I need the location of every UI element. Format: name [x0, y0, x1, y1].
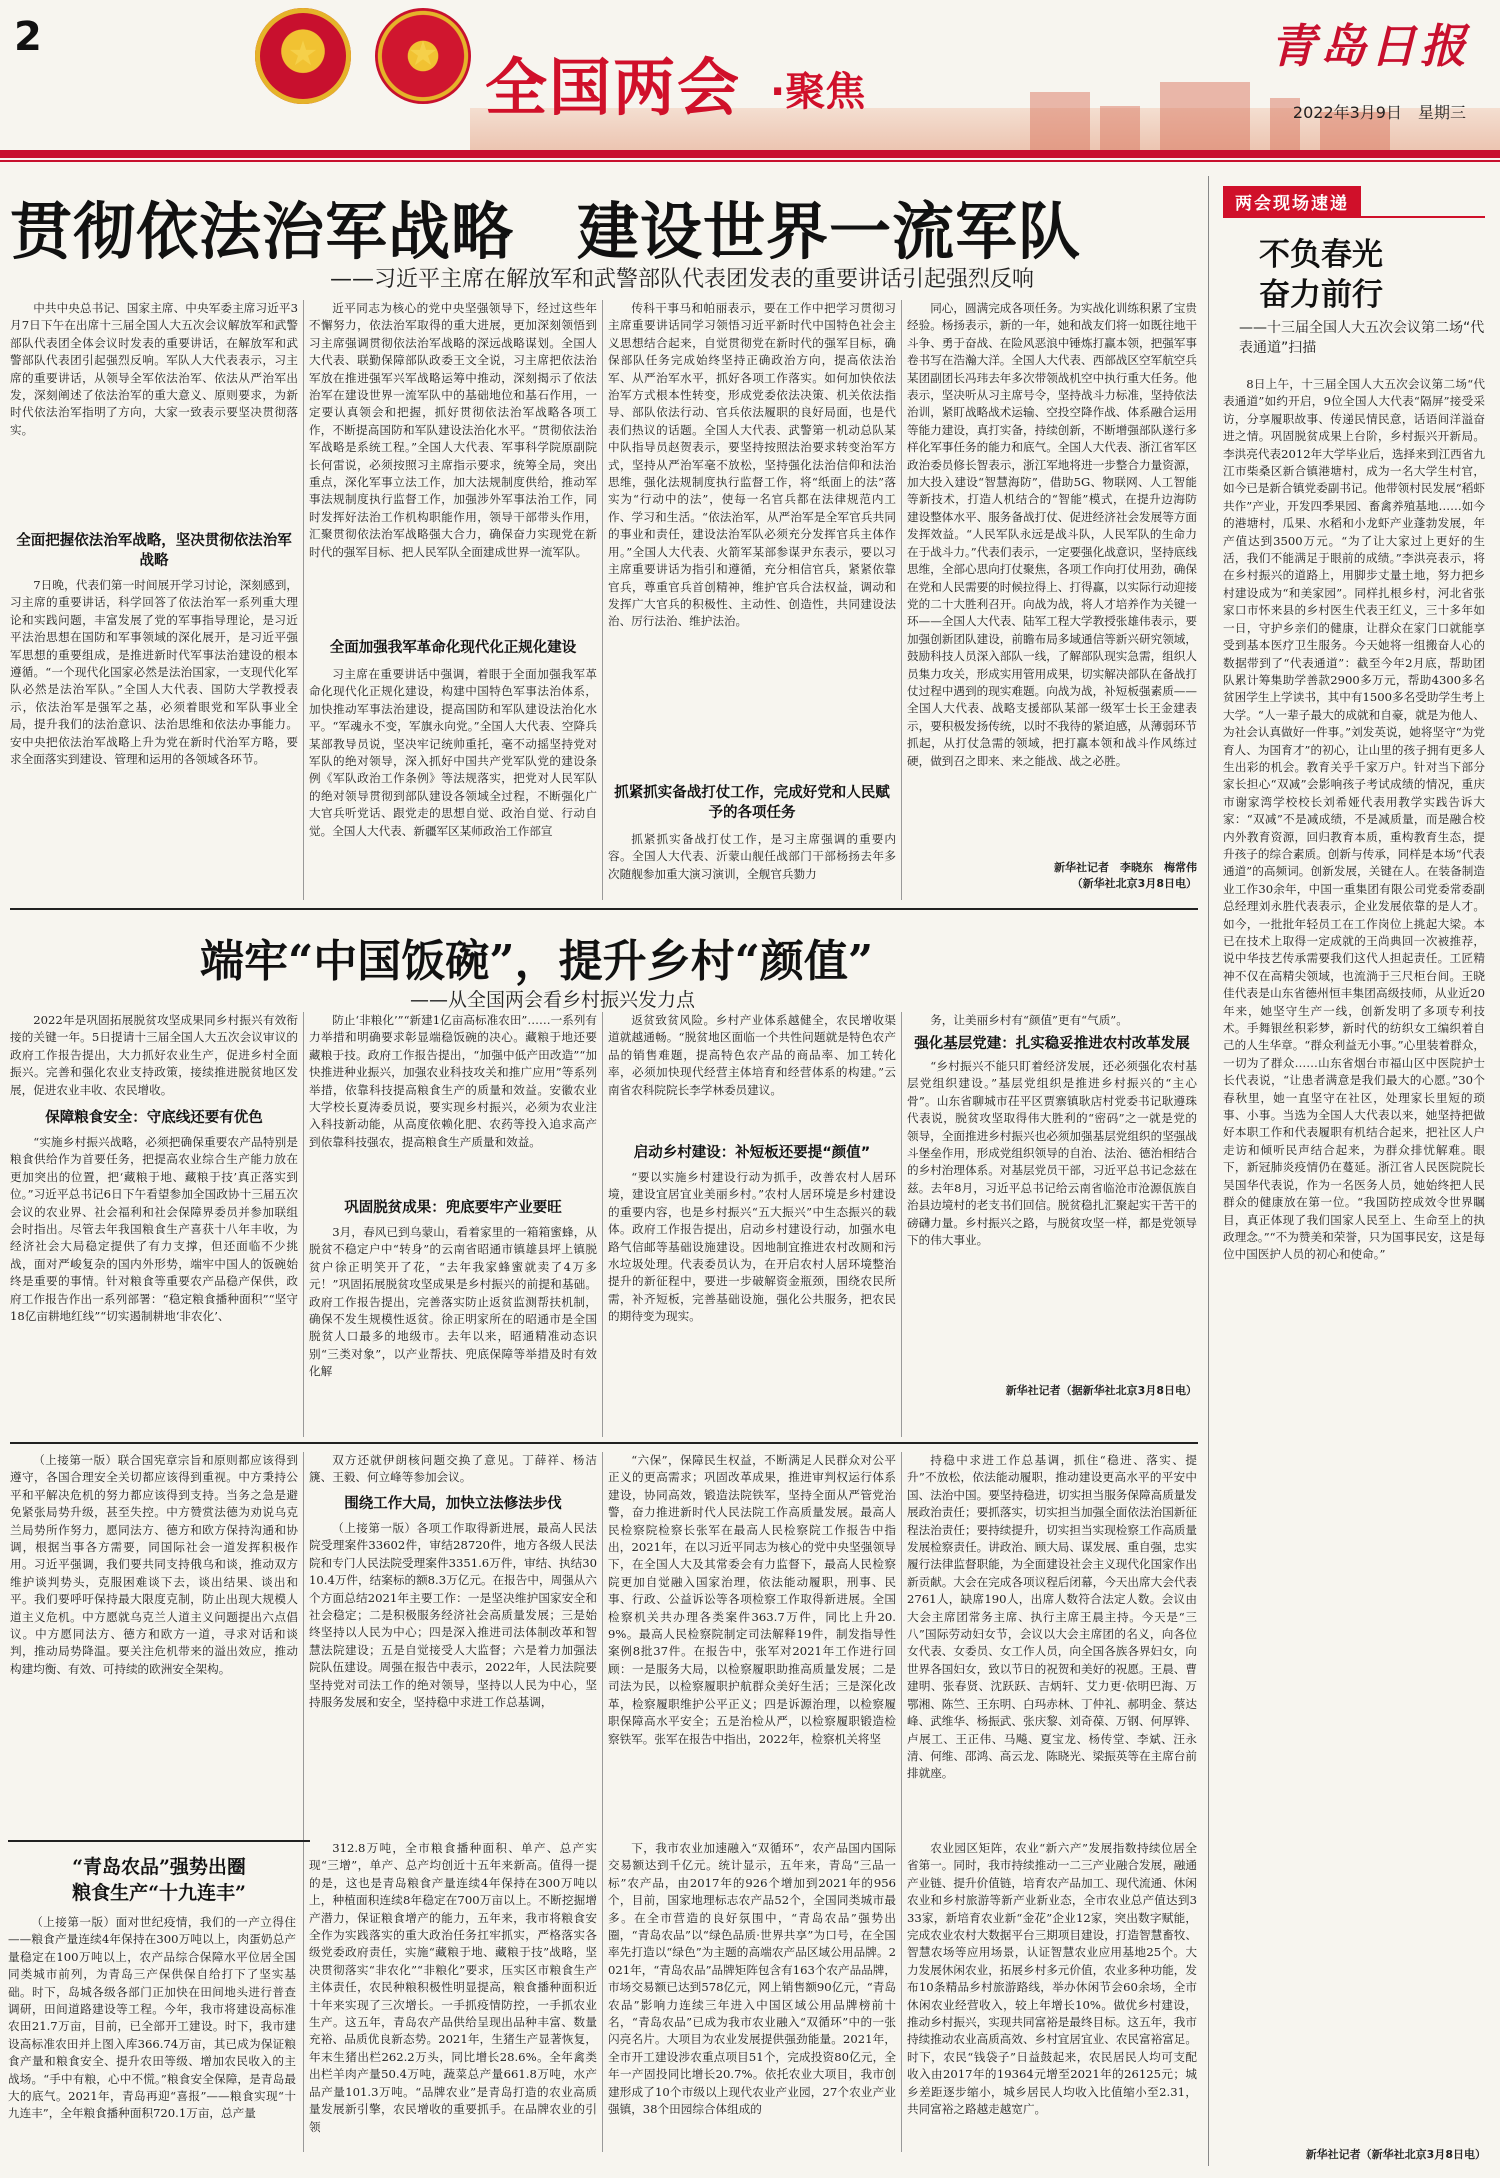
- story2-column-1: [10, 1012, 298, 1437]
- article-text: 同心，圆满完成各项任务。为实战化训练积累了宝贵经验。杨扬表示，新的一年，她和战友们将一如既往地干斗争、勇于奋战、在险风恶浪中锤炼打赢本领，把强军事卷书写在浩瀚大洋。全国人大代表、西部战区空军航空兵某团副团长冯玮去年多次带领战机空中执行重大任务。他表示，坚决听从习主席号令，坚持战斗力标准，坚持依法治训，紧盯战略战术运输、空投空降作战、体系融合运用等能力建设，真打实备，持续创新，不断增强部队遂行多样化军事任务的能力和底气。全国人大代表、浙江省军区政治委员修长智表示，浙江军地将进一步整合力量资源，加大投入建设“智慧海防”，借助5G、物联网、人工智能等新技术，打造人机结合的“智能”模式，在提升边海防建设整体水平、服务备战打仗、促进经济社会发展等方面发挥效益。“人民军队永远是战斗队，人民军队的生命力在于战斗力。”代表们表示，一定要强化战意识，坚持底线思维，全部心思向打仗聚焦，各项工作向打仗用劲，确保在党和人民需要的时候拉得上、打得赢，以实际行动迎接党的二十大胜利召开。向战为战，将人才培养作为关键一环——全国人大代表、陆军工程大学教授张雄伟表示，要加强创新团队建设，前瞻布局多域通信等新兴研究领域，鼓励科技人员深入部队一线，了解部队现实急需，组织人员集力攻关，形成实用管用成果，切实解决部队在备战打仗过程中遇到的现实难题。向战为战，补短板强素质——全国人大代表、战略支援部队某部一级军士长王金建表示，要积极发扬传统，以时不我待的紧迫感，从薄弱环节抓起，从打仗急需的领域，把打赢本领和战斗作风练过硬，做到召之即来、来之能战、战之必胜。: [907, 301, 1197, 768]
- issue-date: 2022年3月9日 星期三: [1292, 103, 1466, 122]
- header-rule-thin: [0, 160, 1500, 162]
- story2-column-4: [907, 1012, 1197, 1437]
- section-subtitle: ·聚焦: [770, 69, 866, 115]
- sidebar-headline-line2: 奋力前行: [1259, 277, 1383, 313]
- cppcc-emblem-icon: ★: [375, 8, 471, 104]
- story-divider: [10, 908, 1198, 910]
- story1-column-4: [907, 300, 1197, 900]
- story3-column-1: [10, 1452, 298, 1834]
- story1-byline: 新华社记者 李晓东 梅常伟 （新华社北京3月8日电）: [1054, 861, 1197, 890]
- article-text: 下，我市农业加速融入“双循环”，农产品国内国际交易额达到千亿元。统计显示，五年来，青岛“三品一标”农产品，由2017年的926个增加到2021年的956个，目前，国家地理标志农产品52个，全国同类城市最多。在全市营造的良好氛围中，“青岛农品”强势出圈，“青岛农品”以“绿色品质·世界共享”为口号，在全国率先打造以“绿色”为主题的高端农产品区域公用品牌。2021年，“青岛农品”品牌矩阵包含有163个农产品品牌，市场交易额已达到578亿元，网上销售额90亿元，“青岛农品”影响力连续三年进入中国区域公用品牌榜前十名，“青岛农品”已成为我市农业融入“双循环”中的一张闪亮名片。大项目为农业发展提供强劲能量。2021年，全市开工建设涉农重点项目51个，完成投资80亿元，全年一产固投同比增长20.7%。依托农业大项目，我市创建形成了10个市级以上现代农业产业园，27个农业产业强镇，38个田园综合体组成的: [608, 1841, 896, 2117]
- article-text: 7日晚，代表们第一时间展开学习讨论，深刻感到，习主席的重要讲话，科学回答了依法治军一系列重大理论和实践问题，丰富发展了党的军事指导理论，是习近平法治思想在国防和军事领域的深化展开，是习近平强军思想的重要组成，是推进新时代军事法治建设的根本遵循。“一个现代化国家必然是法治国家，一支现代化军队必然是法治军队。”全国人大代表、国防大学教授表示，依法治军是强军之基，必须着眼党和军队事业全局，提升我们的法治意识、法治思维和依法办事能力。安中央把依法治军战略上升为党在新时代治军方略，要求全面落实到建设、管理和运用的各领域各环节。: [10, 578, 298, 767]
- section-title: 全国两会: [485, 51, 742, 124]
- article-text: “乡村振兴不能只盯着经济发展，还必须强化农村基层党组织建设。”基层党组织是推进乡村振兴的“主心骨”。山东省聊城市茌平区贾寨镇耿店村党委书记耿遵珠代表说，脱贫攻坚取得伟大胜利的“密码”之一就是党的领导，全面推进乡村振兴也必须加强基层党组织的坚强战斗堡垒作用，形成党组织领导的自治、法治、德治相结合的乡村治理体系。对基层党员干部，习近平总书记念兹在兹。去年8月，习近平总书记给云南省临沧市沧源佤族自治县边境村的老支书们回信。脱贫稳扎汇聚起实干苦干的磅礴力量。乡村振兴之路，与脱贫攻坚一样，都是党领导下的伟大事业。: [907, 1059, 1197, 1248]
- crosshead: 启动乡村建设：补短板还要提“颜值”: [633, 1145, 871, 1161]
- article-text: 抓紧抓实备战打仗工作，是习主席强调的重要内容。全国人大代表、沂蒙山舰任战部门干部杨扬去年多次随舰参加重大演习演训，全舰官兵勠力: [608, 832, 896, 881]
- story3-column-4: [907, 1452, 1197, 1834]
- article-text: 312.8万吨，全市粮食播种面积、单产、总产实现“三增”，单产、总产均创近十五年来新高。值得一提的是，这也是青岛粮食产量连续4年保持在300万吨以上，种植面积连续8年稳定在700万亩以上。不断挖掘增产潜力，保证粮食增产的能力，五年来，我市将粮食安全作为实践落实的重大政治任务扛牢抓实，严格落实各级党委政府责任，实施“藏粮于地、藏粮于技”战略，坚决贯彻落实“非农化”“非粮化”要求，压实区市粮食生产主体责任，农民种粮积极性明显提高，粮食播种面积近十年来实现了三次增长。一手抓疫情防控，一手抓农业生产。这五年，青岛农产品供给呈现出品种丰富、数量充裕、品质优良新态势。2021年，生猪生产显著恢复，年末生猪出栏262.2万头，同比增长28.6%。全年禽类出栏羊肉产量50.4万吨，蔬菜总产量661.8万吨，水产品产量101.3万吨。“品牌农业”是青岛打造的农业高质量发展新引擎，农民增收的重要抓手。在品牌农业的引领: [309, 1841, 597, 2134]
- story2-column-3: [608, 1012, 896, 1437]
- crosshead: 巩固脱贫成果：兜底要牢产业要旺: [344, 1200, 562, 1216]
- story4-column-3: [608, 1840, 896, 2160]
- column-divider: [602, 1452, 603, 2152]
- crosshead: 强化基层党建：扎实稳妥推进农村改革发展: [914, 1036, 1190, 1052]
- article-text: 双方还就伊朗核问题交换了意见。丁薛祥、杨洁篪、王毅、何立峰等参加会议。: [309, 1453, 597, 1485]
- story4-box: [8, 1840, 310, 2160]
- article-text: （上接第一版）各项工作取得新进展，最高人民法院受理案件33602件，审结28720件，地方各级人民法院和专门人民法院受理案件3351.6万件，审结、执结3010.4万件，结案标的额8.3万亿元。在报告中，周强从六个方面总结2021年主要工作：一是坚决维护国家安全和社会稳定；二是积极服务经济社会高质量发展；三是始终坚持以人民为中心；四是深入推进司法体制改革和智慧法院建设；五是自觉接受人大监督；六是着力加强法院队伍建设。周强在报告中表示，2022年，人民法院要坚持党对司法工作的绝对领导，坚持以人民为中心，坚持服务发展和安全，坚持稳中求进工作总基调，: [309, 1521, 597, 1710]
- column-divider: [303, 300, 304, 900]
- article-text: 务，让美丽乡村有“颜值”更有“气质”。: [930, 1013, 1128, 1027]
- sidebar-headline-line1: 不负春光: [1259, 237, 1383, 273]
- story2-subhead: ——从全国两会看乡村振兴发力点: [410, 989, 696, 1011]
- article-text: （上接第一版）联合国宪章宗旨和原则都应该得到遵守，各国合理安全关切都应该得到重视。中方秉持公平和平解决危机的努力都应该得到支持。当务之急是避免紧张局势升级，甚至失控。中方赞赏法德为劝说乌克兰局势所作努力，愿同法方、德方和欧方保持沟通和协调，根据当事各方需要，同国际社会一道发挥积极作用。习近平强调，我们要共同支持俄乌和谈，推动双方维护谈判势头，克服困难谈下去，谈出结果、谈出和平。我们要呼吁保持最大限度克制，防止出现大规模人道主义危机。中方愿就乌克兰人道主义问题提出六点倡议。中方愿同法方、德方和欧方一道，寻求对话和谈判，推动局势降温。要关注危机带来的溢出效应，推动构建均衡、有效、可持续的欧洲安全架构。: [10, 1453, 298, 1676]
- article-text: 2022年是巩固拓展脱贫攻坚成果同乡村振兴有效衔接的关键一年。5日提请十三届全国人大五次会议审议的政府工作报告提出，大力抓好农业生产，促进乡村全面振兴。完善和强化农业支持政策，接续推进脱贫地区发展，促进农业丰收、农民增收。: [10, 1013, 298, 1097]
- story-divider: [10, 1442, 1198, 1444]
- story1-column-1: [10, 300, 298, 900]
- article-text: 传科干事马和帕丽表示，要在工作中把学习贯彻习主席重要讲话同学习领悟习近平新时代中国特色社会主义思想结合起来，自觉贯彻党在新时代的强军目标，确保部队任务完成始终坚持正确政治方向，提高依法治军、从严治军水平，抓好各项工作落实。如何加快依法治军方式根本性转变，形成党委依法决策、机关依法指导、部队依法行动、官兵依法履职的良好局面，也是代表们热议的话题。全国人大代表、武警第一机动总队某中队指导员赵贺表示，要坚持按照法治要求转变治军方式，坚持从严治军毫不放松，坚持强化法治信仰和法治思维，强化法规制度执行监督工作，将“纸面上的法”落实为“行动中的法”，使每一名官兵都在法律规范内工作、学习和生活。“依法治军，从严治军是全军官兵共同的事业和责任，建设法治军队必须充分发挥官兵主体作用。”全国人大代表、火箭军某部参谋尹东表示，要以习主席重要讲话为指引和遵循，充分相信官兵，紧紧依靠官兵，尊重官兵首创精神，维护官兵合法权益，调动和发挥广大官兵的积极性、主动性、创造性，共同建设法治、厉行法治、维护法治。: [608, 301, 896, 629]
- header-rule: [0, 150, 1500, 158]
- article-text: 8日上午，十三届全国人大五次会议第二场“代表通道”如约开启，9位全国人大代表“隔屏”接受采访，分享履职故事、传递民情民意，话语间洋溢奋进之情。巩固脱贫成果上台阶，乡村振兴开新局。李洪亮代表2012年大学毕业后，选择来到江西省九江市柴桑区新合镇港塘村，成为一名大学生村官，如今已是新合镇党委副书记。他带领村民发展“稻虾共作”产业，开发四季果园、畜禽养殖基地……如今的港塘村，瓜果、水稻和小龙虾产业蓬勃发展，年产值达到3500万元。“为了让大家过上更好的生活，我们不能满足于眼前的成绩。”李洪亮表示，将在乡村振兴的道路上，用脚步丈量土地，努力把乡村建设成为“和美家园”。同样扎根乡村，河北省张家口市怀来县的乡村医生代表王红义，三十多年如一日，守护乡亲们的健康，让群众在家门口就能享受到基本医疗卫生服务。今天她将一组搬奋人心的数据带到了“代表通道”：截至今年2月底，帮助团队累计筹集助学善款2900多万元，帮助4300多名贫困学生上学读书，其中有1500多名受助学生考上大学。“人一辈子最大的成就和自豪，就是为他人、为社会认真做好一件事。”刘发英说，她将坚守“为党育人、为国育才”的初心，让山里的孩子拥有更多人生出彩的机会。教育关乎千家万户。针对当下部分家长担心“双减”会影响孩子考试成绩的情况，重庆市谢家湾学校校长刘希娅代表用教学实践告诉大家：“双减”不是减成绩，不是减质量，而是融合校内外教育资源，回归教育本质，重构教育生态，提升孩子的综合素质。创新与传承，同样是本场“代表通道”的高频词。创新发展，关键在人。在装备制造业工作30余年，中国一重集团有限公司党委常委副总经理刘永胜代表表示，企业发展依靠的是人才。如今，一批批年轻员工在工作岗位上挑起大梁。本已在技术上取得一定成就的王尚典回一次被推荐，说中华技艺传承需要我们这代人担起责任。工匠精神不仅在高精尖领域，也流淌于三尺柜台间。王晓佳代表是山东省德州恒丰集团高级技师，从业近20年来，她坚守生产一线，创新发明了多项专利技术。手舞银丝积彩梦，新时代的纺织女工编织着自己的人生华章。“群众利益无小事。”心里装着群众，一切为了群众……山东省烟台市福山区中医院护士长代表说，“让患者满意是我们最大的心愿。”30个春秋里，她一直坚守在社区，处理家长里短的琐事、小事。当选为全国人大代表以来，她坚持把做好本职工作和代表履职有机结合起来，把社区人户走访和倾听民声结合起来，为群众排忧解难。眼下，新冠肺炎疫情仍在蔓延。浙江省人民医院院长吴国华代表说，作为一名医务人员，她始终把人民群众的健康放在第一位。“我国防控成效令世界瞩目，真正体现了我们国家人民至上、生命至上的执政理念。”“不为赞美和荣誉，只为国事民安，这是每位中国医护人员的初心和使命。”: [1223, 377, 1485, 1262]
- sidebar-byline: 新华社记者（新华社北京3月8日电）: [1305, 2148, 1486, 2161]
- article-text: 3月，春风已到乌蒙山，看着家里的一箱箱蜜蜂，从脱贫不稳定户中“转身”的云南省昭通市镇雄县坪上镇脱贫户徐正明笑开了花，“去年我家蜂蜜就卖了4万多元！”巩固拓展脱贫攻坚成果是乡村振兴的前提和基础。政府工作报告提出，完善落实防止返贫监测帮扶机制，确保不发生规模性返贫。徐正明家所在的昭通市是全国脱贫人口最多的地级市。去年以来，昭通精准动态识别“三类对象”，以产业帮扶、兜底保障等举措及时有效化解: [309, 1225, 597, 1379]
- article-text: “要以实施乡村建设行动为抓手，改善农村人居环境，建设宜居宜业美丽乡村。”农村人居环境是乡村建设的重要内容，也是乡村振兴“五大振兴”中生态振兴的载体。政府工作报告提出，启动乡村建设行动，加强水电路气信邮等基础设施建设。因地制宜推进农村改厕和污水垃圾处理。代表委员认为，在开启农村人居环境整治提升的新征程中，要进一步破解资金瓶颈，围绕农民所需，补齐短板，完善基础设施，强化公共服务，把农民的期待变为现实。: [608, 1170, 896, 1324]
- column-divider: [901, 1452, 902, 2152]
- column-divider: [901, 1012, 902, 1437]
- column-divider: [602, 1012, 603, 1437]
- sidebar-box: [1208, 176, 1490, 2166]
- story1-column-3: [608, 300, 896, 900]
- article-text: “六保”，保障民生权益，不断满足人民群众对公平正义的更高需求；巩固改革成果，推进审判权运行体系建设，协同高效，锻造法院铁军，坚持全面从严管党治警，奋力推进新时代人民法院工作高质量发展。最高人民检察院检察长张军在最高人民检察院工作报告中指出，2021年，在以习近平同志为核心的党中央坚强领导下，在全国人大及其常委会有力监督下，最高人民检察院更加自觉融入国家治理，依法能动履职，刑事、民事、行政、公益诉讼等各项检察工作取得新进展。全国检察机关共办理各类案件363.7万件，同比上升20.9%。最高人民检察院制定司法解释19件，制发指导性案例8批37件。在报告中，张军对2021年工作进行回顾：一是服务大局，以检察履职助推高质量发展；二是司法为民，以检察履职护航群众美好生活；三是深化改革，检察履职维护公平正义；四是诉源治理，以检察履职保障高水平安全；五是治检从严，以检察履职锻造检察铁军。张军在报告中指出，2022年，检察机关将坚: [608, 1453, 896, 1746]
- story4-headline: “青岛农品”强势出圈 粮食生产“十九连丰”: [72, 1856, 246, 1904]
- crosshead: 全面加强我军革命化现代化正规化建设: [329, 640, 577, 656]
- story3-column-3: [608, 1452, 896, 1834]
- crosshead: 保障粮食安全：守底线还要有优色: [45, 1110, 263, 1126]
- sidebar-tag-rule: [1223, 216, 1485, 218]
- story1-subhead: ——习近平主席在解放军和武警部队代表团发表的重要讲话引起强烈反响: [330, 267, 1035, 292]
- sidebar-tag: 两会现场速递: [1223, 186, 1361, 217]
- story2-column-2: [309, 1012, 597, 1437]
- masthead-logo: 青岛日报: [1270, 19, 1470, 73]
- story4-column-4: [907, 1840, 1197, 2160]
- crosshead: 全面把握依法治军战略，坚决贯彻依法治军战略: [16, 533, 292, 569]
- article-text: （上接第一版）面对世纪疫情，我们的一产立得住——粮食产量连续4年保持在300万吨以上，肉蛋奶总产量稳定在100万吨以上，农产品综合保障水平位居全国同类城市前列，为青岛三产保供保自给打下了坚实基础。时下，岛城各级各部门正加快在田间地头进行普查调研，田间道路建设等工程。今年，我市将建设高标准农田21.7万亩，目前，已全部开工建设。时下，我市建设高标准农田并上图入库366.74万亩，其已成为保证粮食产量和粮食安全、提升农田等级、增加农民收入的主战场。“手中有粮，心中不慌。”粮食安全保障，是青岛最大的底气。2021年，青岛再迎“喜报”——粮食实现“十九连丰”，全年粮食播种面积720.1万亩，总产量: [8, 1915, 296, 2121]
- national-emblem-icon: ★: [255, 8, 351, 104]
- article-text: 农业园区矩阵，农业“新六产”发展指数持续位居全省第一。同时，我市持续推动一二三产业融合发展，融通产业链、提升价值链，培育农产品加工、现代流通、休闲农业和乡村旅游等新产业新业态，全市农业总产值达到333家，新培育农业新“金花”企业12家，突出数字赋能，完成农业农村大数据平台三期项目建设，打造智慧畜牧、智慧农场等应用场景，认证智慧农业应用基地25个。大力发展休闲农业，拓展乡村多元价值，农业多种功能，发布10条精品乡村旅游路线，举办休闲节会60余场，全市休闲农业经营收入，较上年增长10%。做优乡村建设，推动乡村振兴，实现共同富裕是最终目标。这五年，我市持续推动农业高质高效、乡村宜居宜业、农民富裕富足。时下，农民“钱袋子”日益鼓起来，农民居民人均可支配收入由2017年的19364元增至2021年的26125元；城乡差距逐步缩小，城乡居民人均收入比值缩小至2.31，共同富裕之路越走越宽广。: [907, 1841, 1197, 2117]
- story1-headline: 贯彻依法治军战略 建设世界一流军队: [10, 195, 1082, 268]
- article-text: 返贫致贫风险。乡村产业体系越健全，农民增收渠道就越通畅。“脱贫地区面临一个共性问题就是特色农产品的销售难题，提高特色农产品的商品率、加工转化率，必须加快现代经营主体培育和经营体系的构建。”云南省农科院院长李学林委员建议。: [608, 1013, 896, 1097]
- column-divider: [303, 1012, 304, 1437]
- story2-byline: 新华社记者（据新华社北京3月8日电）: [1005, 1384, 1197, 1397]
- article-text: 防止‘非粮化’”“新建1亿亩高标准农田”……一系列有力举措和明确要求彰显端稳饭碗的决心。藏粮于地还要藏粮于技。政府工作报告提出，“加强中低产田改造”“加快推进种业振兴，加强农业科技攻关和推广应用”等系列举措，依靠科技提高粮食生产的质量和效益。安徽农业大学校长夏涛委员说，要实现乡村振兴，必须为农业注入科技新动能，从高度依赖化肥、农药等投入追求高产到依靠科技强农，提高粮食生产质量和效益。: [309, 1013, 597, 1149]
- article-text: “实施乡村振兴战略，必须把确保重要农产品特别是粮食供给作为首要任务，把提高农业综合生产能力放在更加突出的位置，把‘藏粮于地、藏粮于技’真正落实到位。”习近平总书记6日下午看望参加全国政协十三届五次会议的农业界、社会福利和社会保障界委员并参加联组会时指出。尽管去年我国粮食生产喜获十八年丰收，为经济社会大局稳定提供了有力支撑，但还面临不少挑战，面对严峻复杂的国内外形势，端牢中国人的饭碗始终是重要的事情。针对粮食等重要农产品稳产保供，政府工作报告作出一系列部署：“稳定粮食播种面积”“坚守18亿亩耕地红线”“切实遏制耕地‘非农化’、: [10, 1135, 298, 1324]
- column-divider: [602, 300, 603, 900]
- article-text: 中共中央总书记、国家主席、中央军委主席习近平3月7日下午在出席十三届全国人大五次会议解放军和武警部队代表团全体会议时发表的重要讲话，在解放军和武警部队代表团引起强烈反响。军队人大代表表示，习主席的重要讲话，从领导全军依法治军、依法从严治军出发，深刻阐述了依法治军的重大意义、原则要求，为新时代依法治军指明了方向，大家一致表示要坚决贯彻落实。: [10, 301, 298, 437]
- column-divider: [901, 300, 902, 900]
- story4-column-2: [309, 1840, 597, 2160]
- article-text: 持稳中求进工作总基调，抓住“稳进、落实、提升”不放松，依法能动履职，推动建设更高水平的平安中国、法治中国。要坚持稳进，切实担当服务保障高质量发展政治责任；要抓落实，切实担当加强全面依法治国新征程法治责任；要持续提升，切实担当实现检察工作高质量发展检察责任。讲政治、顾大局、谋发展、重自强，忠实履行法律监督职能，为全面建设社会主义现代化国家作出新贡献。大会在完成各项议程后闭幕，今天出席大会代表2761人，缺席190人，出席人数符合法定人数。会议由大会主席团常务主席、执行主席王晨主持。今天是“三八”国际劳动妇女节，会议以大会主席团的名义，向各位女代表、女委员、女工作人员，向全国各族各界妇女，向世界各国妇女，致以节日的祝贺和美好的祝愿。王晨、曹建明、张春贤、沈跃跃、吉炳轩、艾力更·依明巴海、万鄂湘、陈竺、王东明、白玛赤林、丁仲礼、郝明金、蔡达峰、武维华、杨振武、张庆黎、刘奇葆、万钢、何厚铧、卢展工、王正伟、马飚、夏宝龙、杨传堂、李斌、汪永清、何维、邵鸿、高云龙、陈晓光、梁振英等在主席台前排就座。: [907, 1453, 1197, 1781]
- crosshead: 围绕工作大局，加快立法修法步伐: [344, 1496, 562, 1512]
- story3-column-2: [309, 1452, 597, 1834]
- story2-headline: 端牢“中国饭碗”，提升乡村“颜值”: [200, 936, 874, 987]
- crosshead: 抓紧抓实备战打仗工作，完成好党和人民赋予的各项任务: [614, 785, 890, 821]
- article-text: 近平同志为核心的党中央坚强领导下，经过这些年不懈努力，依法治军取得的重大进展，更加深刻领悟到习主席强调贯彻依法治军战略的深远战略谋划。全国人大代表、联勤保障部队政委王文全说，习主席把依法治军放在推进强军兴军战略运筹中推动，深刻揭示了依法治军在建设世界一流军队中的基础地位和基石作用，一定要认真领会和把握，抓好贯彻依法治军战略各项工作，不断提高国防和军队建设法治化水平。“贯彻依法治军战略是系统工程。”全国人大代表、军事科学院原副院长何雷说，必须按照习主席指示要求，统筹全局，突出重点，深化军事立法工作，加大法规制度供给，推动军事法规制度执行监督工作，加强涉外军事法治工作，同时发挥好法治工作机构职能作用，领导干部带头作用，汇聚贯彻依法治军战略强大合力，确保奋力实现党在新时代的强军目标、把人民军队全面建成世界一流军队。: [309, 301, 597, 559]
- page-header: [0, 0, 1500, 160]
- page-number: 2: [14, 14, 42, 60]
- story1-column-2: [309, 300, 597, 900]
- article-text: 习主席在重要讲话中强调，着眼于全面加强我军革命化现代化正规化建设，构建中国特色军事法治体系，加快推动军事法治建设，提高国防和军队建设法治化水平。“军魂永不变，军旗永向党。”全国人大代表、空降兵某部教导员说，坚决牢记统帅重托，毫不动摇坚持党对军队的绝对领导，深入抓好中国共产党军队党的建设条例《军队政治工作条例》等法规落实，把党对人民军队的绝对领导贯彻到部队建设各领域全过程，不断强化广大官兵听党话、跟党走的思想自觉、政治自觉、行动自觉。全国人大代表、新疆军区某师政治工作部宣: [309, 667, 597, 838]
- sidebar-subhead: ——十三届全国人大五次会议第二场“代表通道”扫描: [1239, 320, 1485, 356]
